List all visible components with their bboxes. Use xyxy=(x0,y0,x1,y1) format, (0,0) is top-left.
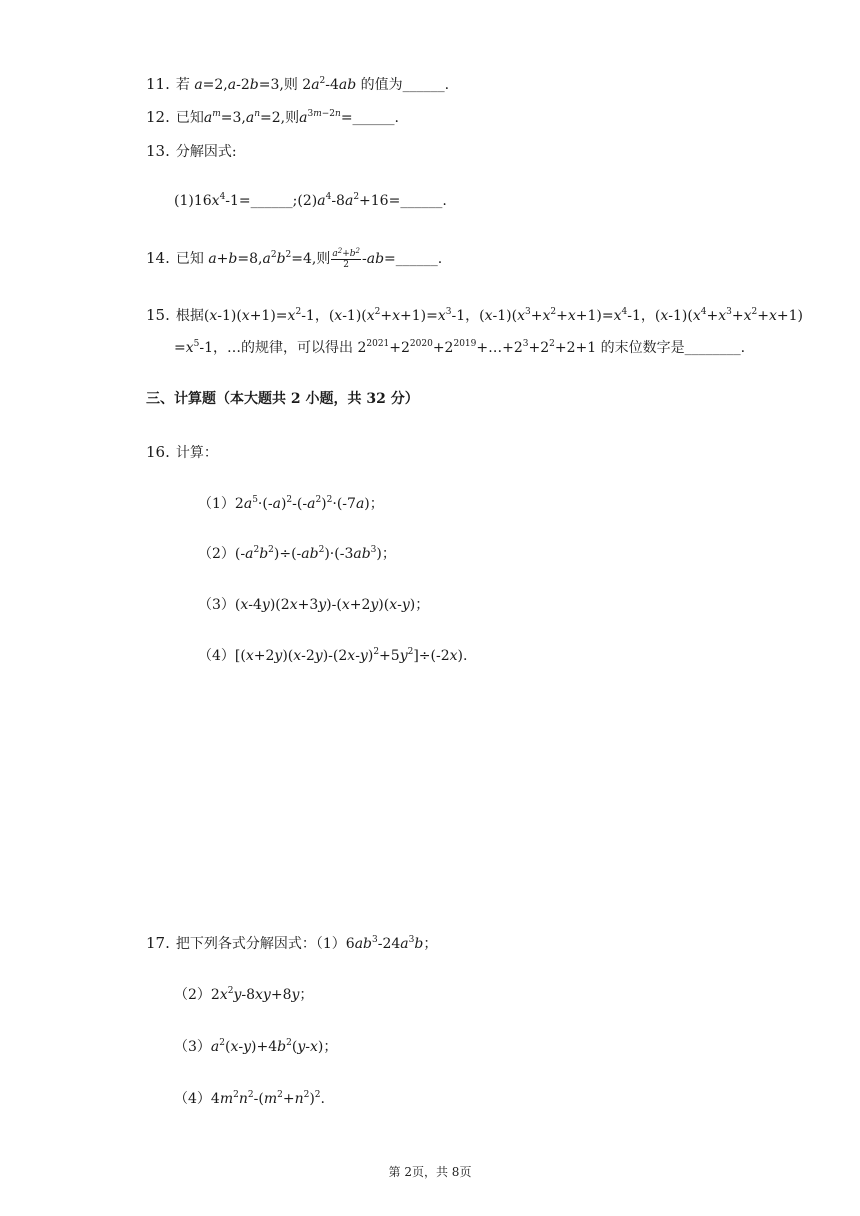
question-13 xyxy=(146,141,237,162)
question-12 xyxy=(146,107,399,128)
question-17-text: 把下列各式分解因式：$(1)6ab^3-24a^3b$； xyxy=(175,935,438,952)
section-heading: 三、计算题（本大题共 2 小题，共 32 分） xyxy=(146,391,419,407)
question-17-part-4: $(4)4m^2n^2-(m^2+n^2)^2$. xyxy=(174,1090,325,1107)
question-16-part-4: $(4)[(x+2y)(x-2y)-(2x-y)^2+5y^2]\div(-2x)$. xyxy=(198,647,468,664)
question-number: 15. xyxy=(146,306,170,324)
question-number: 14. xyxy=(146,249,170,267)
question-13-parts: $(1)16x^4-1=\_\_\_\_\_\_;(2)a^4-8a^2+16=\_\_\_\_\_\_$. xyxy=(174,192,447,209)
question-number: 17. xyxy=(146,934,170,952)
question-17-part-3: $(3)a^2(x-y)+4b^2(y-x)$； xyxy=(174,1038,338,1055)
question-15-text-line2: $=x^5-1$，…的规律，可以得出 $2^{2021}+2^{2020}+2^{2019}+\dots+2^3+2^2+2+1$ 的末位数字是________. xyxy=(174,339,746,356)
question-11-text: 若 a=2,a-2b=3,则 $2a^2-4ab$ 的值为______. xyxy=(175,76,450,93)
question-number: 13. xyxy=(146,142,170,160)
question-14-text: 已知 $a+b=8,a^2b^2=4$,则 $\frac{a^2+b^2}{2}$ -ab=______. xyxy=(175,246,443,270)
question-16-part-2: $(2)(-a^2b^2)\div(-ab^2)\cdot(-3ab^3)$； xyxy=(198,545,396,562)
question-16 xyxy=(146,442,218,463)
question-11 xyxy=(146,74,449,95)
question-15-text-line1: 根据$(x-1)(x+1)=x^2-1$，$(x-1)(x^2+x+1)=x^3-1$，$(x-1)(x^3+x^2+x+1)=x^4-1$，$(x-1)(x^4+x^3+x^2+x+1)$ xyxy=(175,307,803,324)
question-number: 16. xyxy=(146,443,170,461)
question-16-part-3: （3）(x-4y)(2x+3y)-(x+2y)(x-y)； xyxy=(198,597,430,613)
question-17-part-2: $(2)2x^2y-8xy+8y$； xyxy=(174,986,314,1003)
question-15 xyxy=(146,305,803,326)
question-12-text: 已知$a^m=3,a^n=2$,则$a^{3m-2n}=\_\_\_\_\_\_$. xyxy=(175,109,400,126)
question-number: 11. xyxy=(146,75,170,93)
question-13-text: 分解因式: xyxy=(175,144,237,160)
question-16-part-1: $(1)2a^5\cdot(-a)^2-(-a^2)^2\cdot(-7a)$； xyxy=(198,495,384,512)
question-14 xyxy=(146,248,442,270)
question-number: 12. xyxy=(146,108,170,126)
page-footer: 第 2页，共 8页 xyxy=(388,1165,472,1179)
question-17 xyxy=(146,933,437,954)
question-16-text: 计算： xyxy=(175,445,218,461)
fraction: $\frac{a^2+b^2}{2}$ xyxy=(332,246,360,270)
